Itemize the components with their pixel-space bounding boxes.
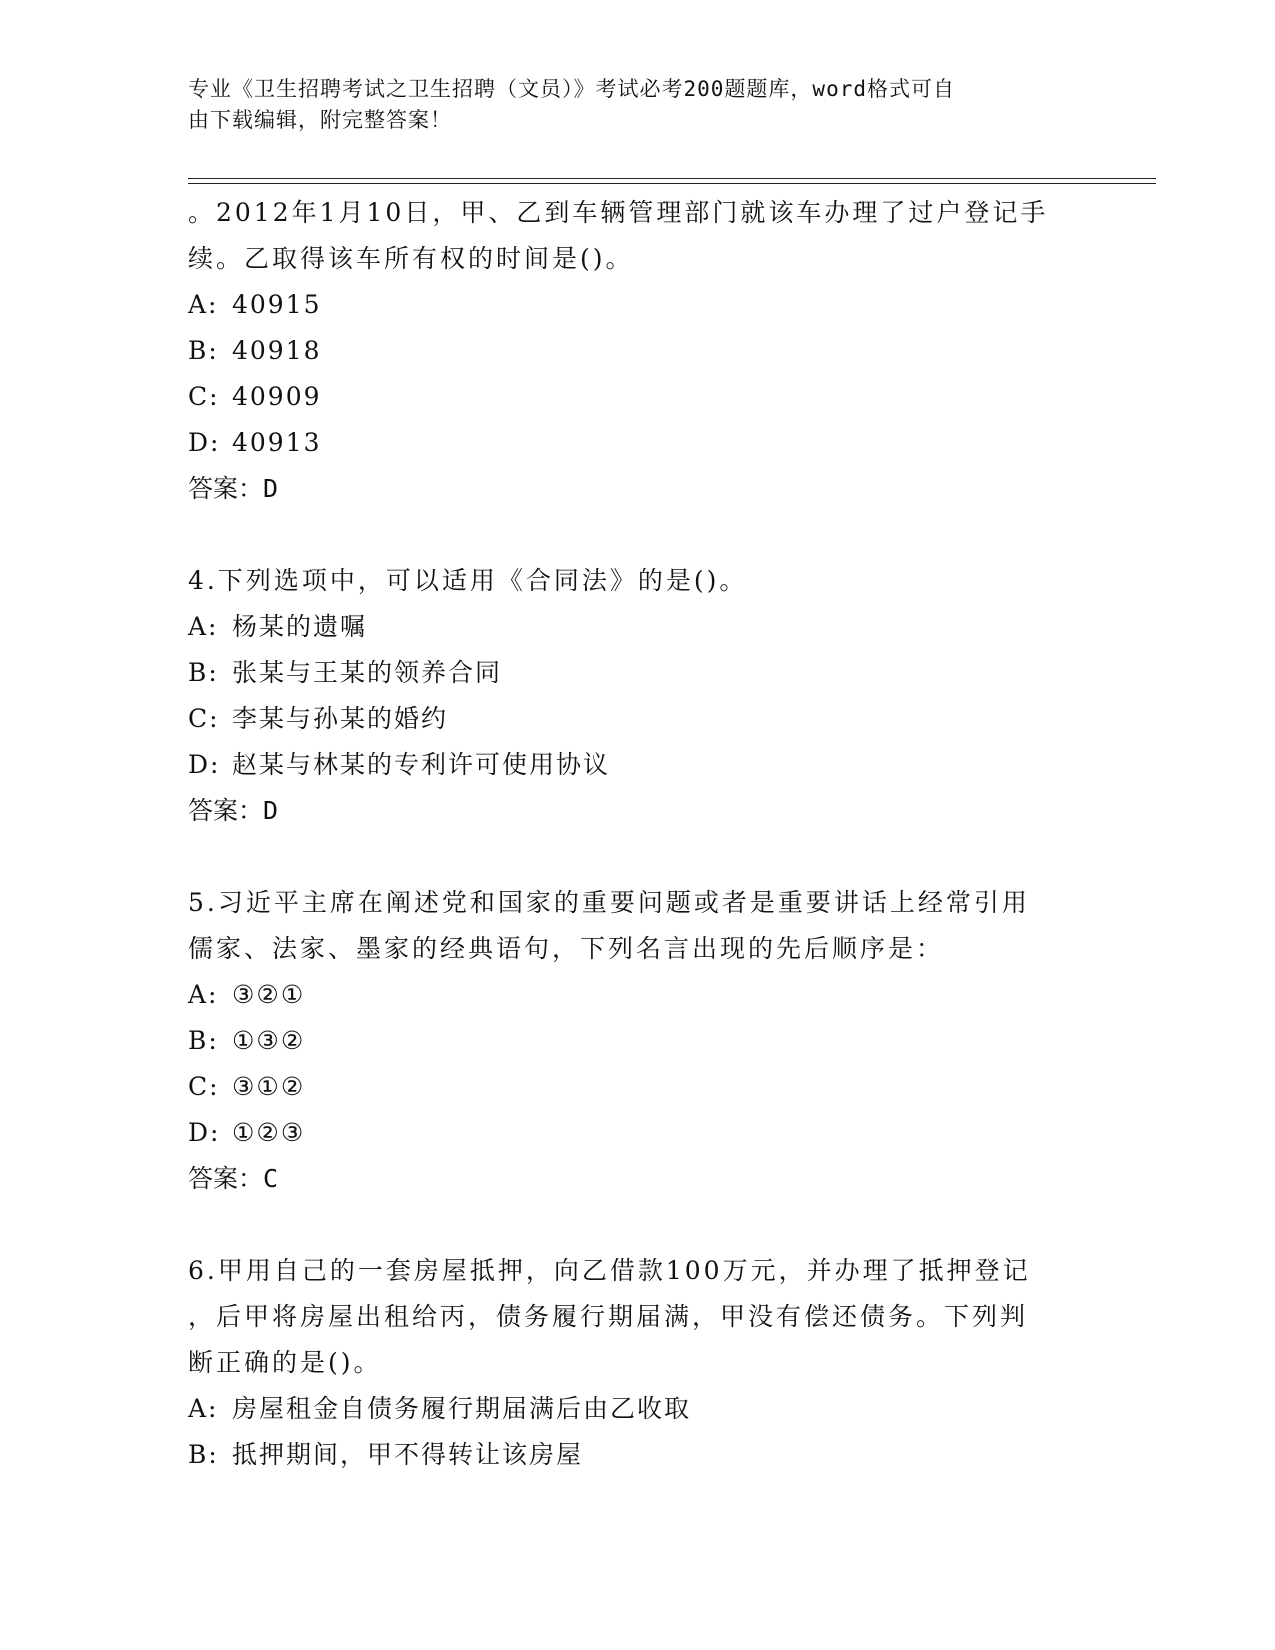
option-c bbox=[188, 374, 1128, 420]
option-text: 40915 bbox=[232, 290, 322, 319]
option-key: B: bbox=[188, 1026, 219, 1055]
option-c bbox=[188, 696, 1128, 742]
question-text-line: 儒家、法家、墨家的经典语句，下列名言出现的先后顺序是： bbox=[188, 934, 945, 963]
option-b bbox=[188, 1432, 1128, 1478]
option-text: ③②① bbox=[232, 980, 306, 1009]
option-text: 抵押期间，甲不得转让该房屋 bbox=[232, 1440, 584, 1469]
answer-text: 答案：D bbox=[188, 796, 279, 825]
question-list bbox=[188, 190, 1128, 1524]
question-text-line: 5.习近平主席在阐述党和国家的重要问题或者是重要讲话上经常引用 bbox=[188, 888, 1030, 917]
option-text: ③①② bbox=[232, 1072, 306, 1101]
option-key: A: bbox=[188, 1394, 219, 1423]
question-text-line: 6.甲用自己的一套房屋抵押，向乙借款100万元，并办理了抵押登记 bbox=[188, 1256, 1031, 1285]
header-line-2: 由下载编辑，附完整答案！ bbox=[188, 108, 452, 132]
option-a bbox=[188, 604, 1128, 650]
option-a bbox=[188, 1386, 1128, 1432]
header-line-1: 专业《卫生招聘考试之卫生招聘（文员）》考试必考200题题库，word格式可自 bbox=[188, 77, 955, 101]
question-text-line: 4.下列选项中，可以适用《合同法》的是()。 bbox=[188, 566, 748, 595]
option-key: C: bbox=[188, 704, 220, 733]
option-key: C: bbox=[188, 382, 220, 411]
option-key: D: bbox=[188, 428, 221, 457]
option-text: ①②③ bbox=[232, 1118, 306, 1147]
option-text: 40909 bbox=[232, 382, 322, 411]
option-text: 杨某的遗嘱 bbox=[232, 612, 368, 641]
option-text: 40918 bbox=[232, 336, 322, 365]
option-text: ①③② bbox=[232, 1026, 306, 1055]
question-text-line: 续。乙取得该车所有权的时间是()。 bbox=[188, 244, 634, 273]
option-b bbox=[188, 650, 1128, 696]
document-header bbox=[188, 74, 1088, 136]
option-d bbox=[188, 742, 1128, 788]
option-key: B: bbox=[188, 1440, 219, 1469]
option-b bbox=[188, 1018, 1128, 1064]
option-c bbox=[188, 1064, 1128, 1110]
option-d bbox=[188, 1110, 1128, 1156]
question-item bbox=[188, 558, 1128, 834]
option-key: D: bbox=[188, 750, 221, 779]
question-item bbox=[188, 1248, 1128, 1478]
question-text-line: ，后甲将房屋出租给丙，债务履行期届满，甲没有偿还债务。下列判 bbox=[188, 1302, 1029, 1331]
option-text: 张某与王某的领养合同 bbox=[232, 658, 503, 687]
option-text: 40913 bbox=[232, 428, 322, 457]
option-key: A: bbox=[188, 980, 219, 1009]
question-item bbox=[188, 880, 1128, 1202]
question-text-line: 断正确的是()。 bbox=[188, 1348, 382, 1377]
answer-text: 答案：C bbox=[188, 1164, 279, 1193]
header-divider-top bbox=[188, 178, 1156, 179]
question-text-line: 。2012年1月10日，甲、乙到车辆管理部门就该车办理了过户登记手 bbox=[188, 198, 1049, 227]
option-key: C: bbox=[188, 1072, 220, 1101]
option-b bbox=[188, 328, 1128, 374]
option-key: A: bbox=[188, 612, 219, 641]
option-text: 赵某与林某的专利许可使用协议 bbox=[232, 750, 611, 779]
option-key: B: bbox=[188, 336, 219, 365]
option-key: A: bbox=[188, 290, 219, 319]
option-key: B: bbox=[188, 658, 219, 687]
answer-text: 答案：D bbox=[188, 474, 279, 503]
option-a bbox=[188, 972, 1128, 1018]
option-a bbox=[188, 282, 1128, 328]
question-item bbox=[188, 190, 1128, 512]
option-key: D: bbox=[188, 1118, 221, 1147]
option-text: 房屋租金自债务履行期届满后由乙收取 bbox=[232, 1394, 692, 1423]
header-divider-bottom bbox=[188, 183, 1156, 184]
option-d bbox=[188, 420, 1128, 466]
option-text: 李某与孙某的婚约 bbox=[232, 704, 449, 733]
